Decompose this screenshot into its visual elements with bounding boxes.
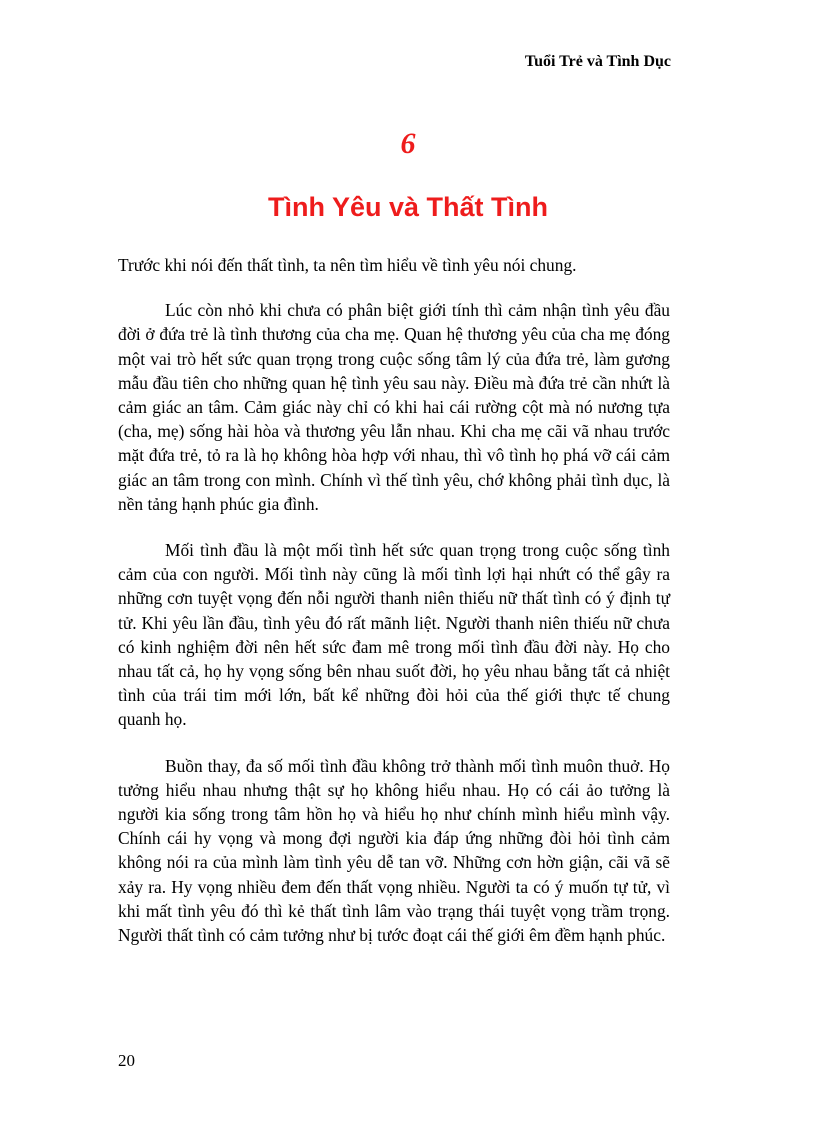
chapter-number: 6 — [400, 127, 416, 160]
paragraph: Lúc còn nhỏ khi chưa có phân biệt giới tính thì cảm nhận tình yêu đầu đời ở đứa trẻ là tình thương của cha mẹ. Quan hệ thương yêu của cha mẹ đóng một vai trò hết sức quan trọng trong cuộc sống tâm lý của đứa trẻ, làm gương mẫu đầu tiên cho những quan hệ tình yêu sau này. Điều mà đứa trẻ cần nhứt là cảm giác an tâm. Cảm giác này chỉ có khi hai cái rường cột mà nó nương tựa (cha, mẹ) sống hài hòa và thương yêu lẫn nhau. Khi cha mẹ cãi vã nhau trước mặt đứa trẻ, tỏ ra là họ không hòa hợp với nhau, thì vô tình họ phá vỡ cái cảm giác an tâm trong con mình. Chính vì thế tình yêu, chớ không phải tình dục, là nền tảng hạnh phúc gia đình. — [118, 300, 670, 514]
running-header: Tuổi Trẻ và Tình Dục — [524, 53, 671, 70]
paragraph: Buồn thay, đa số mối tình đầu không trở thành mối tình muôn thuở. Họ tưởng hiểu nhau nhưng thật sự họ không hiểu nhau. Họ có cái ảo tưởng là người kia sống trong tâm hồn họ và hiểu họ như chính mình hiểu mình vậy. Chính cái hy vọng và mong đợi người kia đáp ứng những đòi hỏi tình cảm không nói ra của mình làm tình yêu dễ tan vỡ. Những cơn hờn giận, cãi vã sẽ xảy ra. Hy vọng nhiều đem đến thất vọng nhiều. Người ta có ý muốn tự tử, vì khi mất tình yêu đó thì kẻ thất tình lâm vào trạng thái tuyệt vọng trầm trọng. Người thất tình có cảm tưởng như bị tước đoạt cái thế giới êm đềm hạnh phúc. — [118, 755, 670, 946]
intro-paragraph: Trước khi nói đến thất tình, ta nên tìm hiểu về tình yêu nói chung. — [118, 255, 577, 275]
page-number: 20 — [118, 1051, 135, 1070]
body-text — [118, 253, 670, 969]
paragraph: Mối tình đầu là một mối tình hết sức quan trọng trong cuộc sống tình cảm của con người. Mối tình này cũng là mối tình lợi hại nhứt có thể gây ra những cơn tuyệt vọng đến nỗi người thanh niên thiếu nữ thất tình có ý định tự tử. Khi yêu lần đầu, tình yêu đó rất mãnh liệt. Người thanh niên thiếu nữ chưa có kinh nghiệm đời nên hết sức đam mê trong mối tình đầu đời này. Họ cho nhau tất cả, họ hy vọng sống bên nhau suốt đời, họ yêu nhau bằng tất cả nhiệt tình của trái tim mới lớn, bất kể những đòi hỏi của thế giới thực tế chung quanh họ. — [118, 540, 670, 730]
chapter-title: Tình Yêu và Thất Tình — [267, 192, 549, 222]
